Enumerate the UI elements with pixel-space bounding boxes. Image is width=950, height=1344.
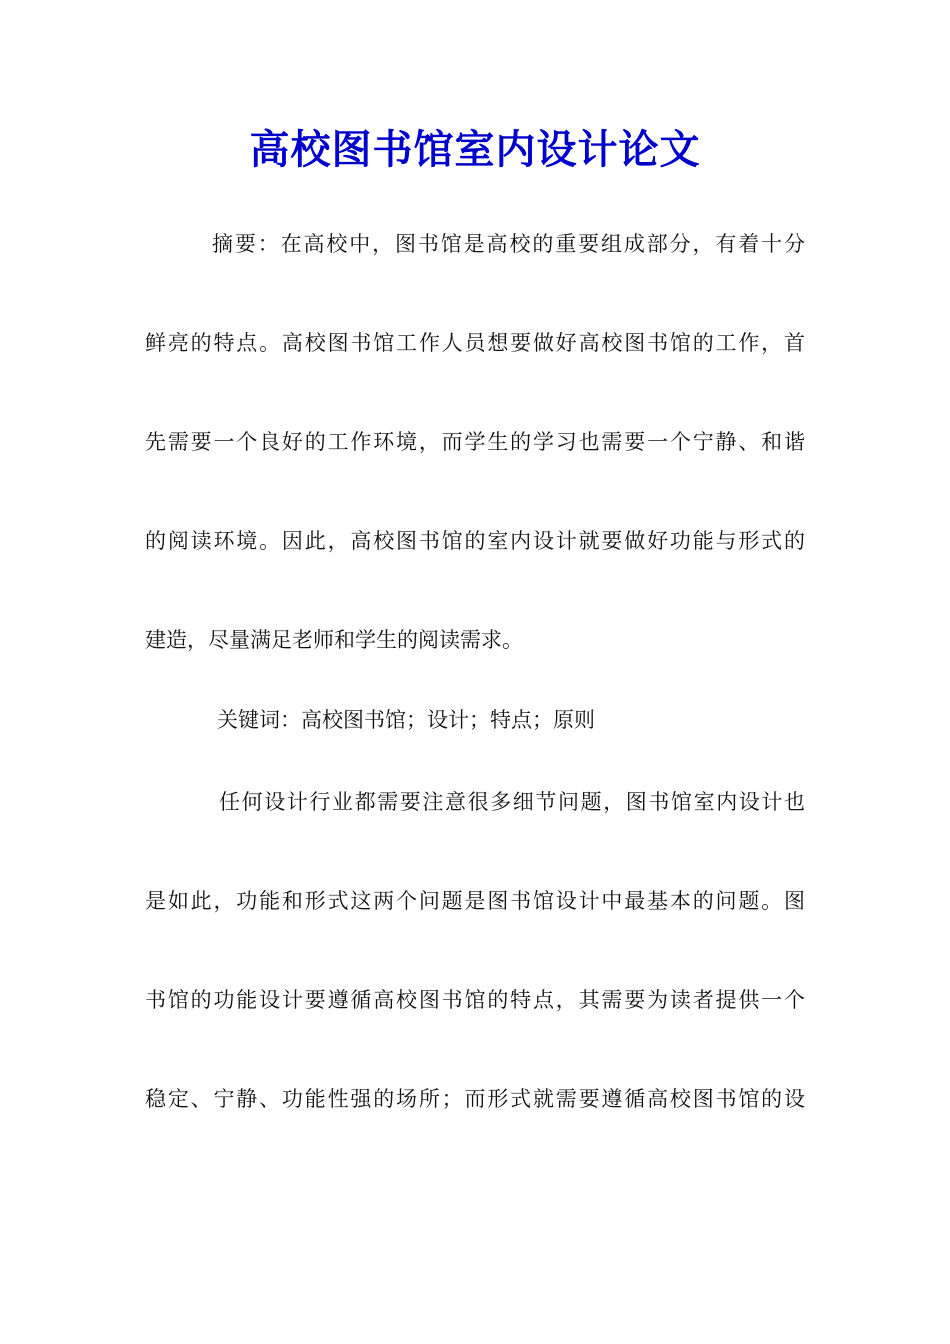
abstract-line: 摘要：在高校中，图书馆是高校的重要组成部分，有着十分 — [212, 232, 805, 256]
keywords-line: 关键词：高校图书馆；设计；特点；原则 — [217, 708, 595, 732]
body-line: 任何设计行业都需要注意很多细节问题，图书馆室内设计也 — [219, 790, 805, 814]
body-line: 是如此，功能和形式这两个问题是图书馆设计中最基本的问题。图 — [145, 889, 805, 913]
abstract-line: 鲜亮的特点。高校图书馆工作人员想要做好高校图书馆的工作，首 — [145, 331, 805, 355]
abstract-line: 的阅读环境。因此，高校图书馆的室内设计就要做好功能与形式的 — [145, 529, 805, 553]
body-line: 稳定、宁静、功能性强的场所；而形式就需要遵循高校图书馆的设 — [145, 1087, 805, 1111]
abstract-line: 建造，尽量满足老师和学生的阅读需求。 — [145, 628, 523, 652]
document-title: 高校图书馆室内设计论文 — [249, 126, 701, 173]
body-line: 书馆的功能设计要遵循高校图书馆的特点，其需要为读者提供一个 — [145, 988, 805, 1012]
abstract-line: 先需要一个良好的工作环境，而学生的学习也需要一个宁静、和谐 — [145, 430, 805, 454]
